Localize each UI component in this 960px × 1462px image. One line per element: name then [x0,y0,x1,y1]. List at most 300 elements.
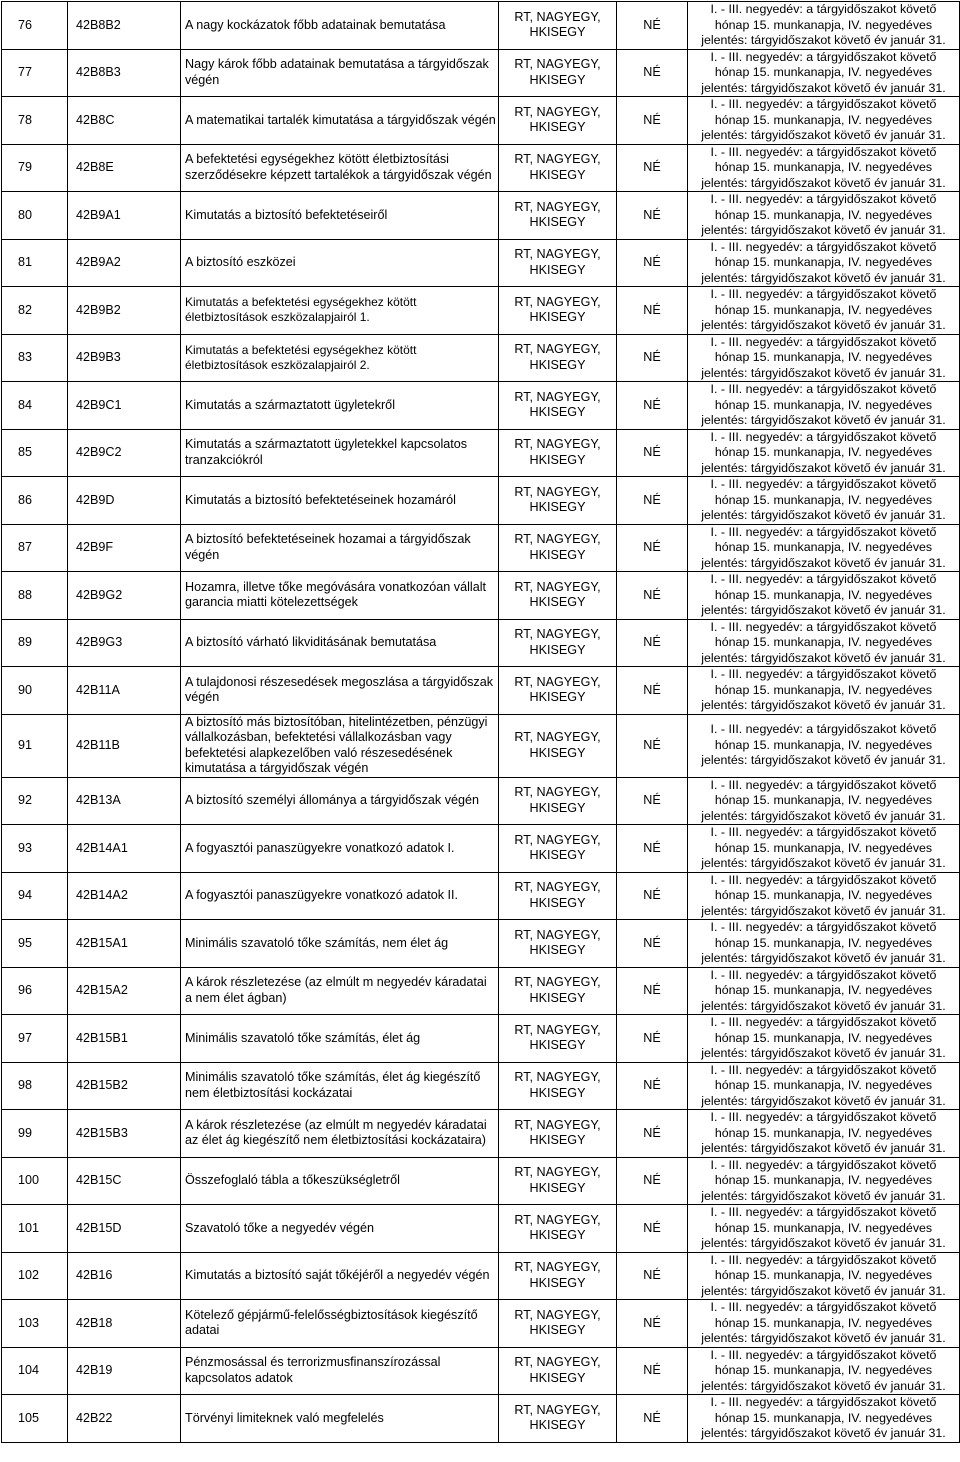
deadline-line-1: I. - III. negyedév: a tárgyidőszakot követő [710,1347,937,1362]
description-text: Kötelező gépjármű-felelősségbiztosítások kiegészítő adatai [185,1307,478,1338]
row-number: 104 [2,1347,68,1395]
deadline [688,1015,960,1063]
deadline-line-1: I. - III. negyedév: a tárgyidőszakot követő [710,920,937,934]
requirement-code: NÉ [617,144,688,192]
deadline-line-2: hónap 15. munkanapja, IV. negyedéves [714,983,933,997]
entities-line-2: HKISEGY [529,1323,586,1338]
deadline-line-2: hónap 15. munkanapja, IV. negyedéves [714,1315,933,1330]
entities-line-1: RT, NAGYEGY, [514,1022,601,1037]
row-number: 85 [2,429,68,477]
table-code: 42B9A1 [68,192,181,240]
deadline [688,1395,960,1443]
entities-line-2: HKISEGY [529,943,586,958]
entities-line-1: RT, NAGYEGY, [514,152,601,167]
table-row [2,239,960,287]
description-text: A fogyasztói panaszügyekre vonatkozó adatok I. [185,840,455,855]
deadline-line-1: I. - III. negyedév: a tárgyidőszakot követő [710,1015,937,1029]
requirement-code: NÉ [617,1062,688,1110]
deadline-line-3: jelentés: tárgyidőszakot követő év január 31. [701,753,946,768]
table-description [181,619,499,667]
table-row [2,1300,960,1348]
table-row [2,920,960,968]
description-text: Kimutatás a származtatott ügyletekkel kapcsolatos tranzakciókról [185,437,468,467]
deadline-line-1: I. - III. negyedév: a tárgyidőszakot követő [710,722,937,737]
description-text: Kimutatás a biztosító saját tőkéjéről a negyedév végén [185,1268,490,1282]
deadline-line-1: I. - III. negyedév: a tárgyidőszakot követő [710,192,937,206]
reporting-entities [499,777,617,825]
reporting-entities [499,1110,617,1158]
description-text: A biztosító eszközei [185,255,296,269]
deadline-line-1: I. - III. negyedév: a tárgyidőszakot követő [710,619,937,634]
table-code: 42B15A1 [68,920,181,968]
deadline-line-1: I. - III. negyedév: a tárgyidőszakot követő [710,572,937,586]
table-row [2,619,960,667]
description-text: A károk részletezése (az elmúlt m negyedév káradatai a nem élet ágban) [185,975,487,1005]
table-description [181,872,499,920]
requirement-code: NÉ [617,1395,688,1443]
table-row [2,1157,960,1205]
deadline-line-2: hónap 15. munkanapja, IV. negyedéves [714,350,933,364]
description-text: A tulajdonosi részesedések megoszlása a tárgyidőszak végén [185,674,494,705]
table-code: 42B15B1 [68,1015,181,1063]
entities-line-2: HKISEGY [529,215,586,230]
table-code: 42B18 [68,1300,181,1348]
description-text: Minimális szavatoló tőke számítás, élet ág kiegészítő nem életbiztosítási kockázatai [185,1070,481,1100]
deadline [688,287,960,335]
deadline-line-3: jelentés: tárgyidőszakot követő év január 31. [701,1331,946,1345]
deadline [688,667,960,715]
requirement-code: NÉ [617,2,688,50]
entities-line-1: RT, NAGYEGY, [514,1117,601,1132]
entities-line-2: HKISEGY [529,167,586,182]
deadline [688,382,960,430]
deadline-line-2: hónap 15. munkanapja, IV. negyedéves [714,793,933,807]
table-code: 42B15C [68,1157,181,1205]
table-code: 42B13A [68,777,181,825]
entities-line-1: RT, NAGYEGY, [514,1070,601,1085]
reporting-entities [499,334,617,382]
deadline-line-3: jelentés: tárgyidőszakot követő év január 31. [701,951,946,965]
deadline-line-3: jelentés: tárgyidőszakot követő év január 31. [701,1141,946,1155]
reporting-entities [499,1062,617,1110]
deadline-line-3: jelentés: tárgyidőszakot követő év január 31. [701,460,946,475]
entities-line-1: RT, NAGYEGY, [514,1260,601,1275]
table-description [181,97,499,145]
row-number: 98 [2,1062,68,1110]
reporting-entities [499,1015,617,1063]
table-description [181,192,499,240]
table-code: 42B16 [68,1252,181,1300]
requirement-code: NÉ [617,1252,688,1300]
entities-line-2: HKISEGY [529,72,586,87]
deadline-line-1: I. - III. negyedév: a tárgyidőszakot követő [710,477,937,491]
deadline-line-3: jelentés: tárgyidőszakot követő év január 31. [701,1426,946,1440]
requirement-code: NÉ [617,49,688,97]
entities-line-1: RT, NAGYEGY, [514,880,601,895]
description-text: Összefoglaló tábla a tőkeszükségletről [185,1173,400,1187]
table-row [2,2,960,50]
entities-line-2: HKISEGY [529,690,586,705]
table-code: 42B8B3 [68,49,181,97]
row-number: 88 [2,572,68,620]
requirement-code: NÉ [617,192,688,240]
row-number: 99 [2,1110,68,1158]
table-row [2,1015,960,1063]
requirement-code: NÉ [617,382,688,430]
deadline [688,825,960,873]
report-table [1,1,960,1443]
description-text: Kimutatás a befektetési egységekhez kötött életbiztosítások eszközalapjairól 1. [185,295,417,325]
table-row [2,825,960,873]
reporting-entities [499,144,617,192]
deadline [688,49,960,97]
table-description [181,239,499,287]
description-text: A matematikai tartalék kimutatása a tárgyidőszak végén [185,112,496,127]
entities-line-1: RT, NAGYEGY, [514,975,601,990]
reporting-entities [499,2,617,50]
deadline-line-1: I. - III. negyedév: a tárgyidőszakot követő [710,1110,937,1124]
table-row [2,1347,960,1395]
deadline-line-2: hónap 15. munkanapja, IV. negyedéves [714,1078,933,1092]
description-text: Pénzmosással és terrorizmusfinanszírozással kapcsolatos adatok [185,1355,441,1385]
table-row [2,477,960,525]
requirement-code: NÉ [617,429,688,477]
row-number: 90 [2,667,68,715]
row-number: 87 [2,524,68,572]
table-row [2,429,960,477]
table-code: 42B8C [68,97,181,145]
entities-line-2: HKISEGY [529,262,586,277]
deadline-line-1: I. - III. negyedév: a tárgyidőszakot követő [710,1062,937,1077]
deadline-line-1: I. - III. negyedév: a tárgyidőszakot követő [710,239,937,254]
description-text: Kimutatás a biztosító befektetéseiről [185,207,388,222]
table-row [2,572,960,620]
requirement-code: NÉ [617,97,688,145]
table-description [181,714,499,777]
deadline-line-2: hónap 15. munkanapja, IV. negyedéves [714,935,933,950]
entities-line-2: HKISEGY [529,1038,586,1053]
entities-line-1: RT, NAGYEGY, [514,437,601,452]
entities-line-2: HKISEGY [529,452,586,467]
deadline-line-3: jelentés: tárgyidőszakot követő év január 31. [701,555,946,570]
entities-line-1: RT, NAGYEGY, [514,389,601,404]
entities-line-2: HKISEGY [529,745,586,760]
description-text: A fogyasztói panaszügyekre vonatkozó adatok II. [185,888,459,902]
deadline [688,192,960,240]
requirement-code: NÉ [617,1157,688,1205]
entities-line-2: HKISEGY [529,1275,586,1290]
deadline-line-3: jelentés: tárgyidőszakot követő év január 31. [701,128,946,142]
deadline-line-1: I. - III. negyedév: a tárgyidőszakot követő [710,287,937,301]
deadline-line-2: hónap 15. munkanapja, IV. negyedéves [714,302,933,317]
deadline [688,714,960,777]
requirement-code: NÉ [617,777,688,825]
entities-line-1: RT, NAGYEGY, [514,199,601,214]
deadline [688,572,960,620]
deadline [688,1157,960,1205]
deadline-line-1: I. - III. negyedév: a tárgyidőszakot követő [710,2,937,16]
row-number: 93 [2,825,68,873]
entities-line-2: HKISEGY [529,1133,586,1148]
entities-line-2: HKISEGY [529,1180,586,1195]
reporting-entities [499,920,617,968]
description-text: Kimutatás a származtatott ügyletekről [185,397,395,412]
table-row [2,714,960,777]
deadline-line-1: I. - III. negyedév: a tárgyidőszakot követő [710,1300,937,1314]
deadline-line-2: hónap 15. munkanapja, IV. negyedéves [714,1268,933,1282]
requirement-code: NÉ [617,667,688,715]
deadline-line-2: hónap 15. munkanapja, IV. negyedéves [714,1125,933,1140]
reporting-entities [499,825,617,873]
row-number: 83 [2,334,68,382]
reporting-entities [499,49,617,97]
deadline [688,1110,960,1158]
deadline-line-3: jelentés: tárgyidőszakot követő év január 31. [701,413,946,427]
reporting-entities [499,619,617,667]
reporting-entities [499,382,617,430]
deadline [688,429,960,477]
table-code: 42B11B [68,714,181,777]
table-code: 42B8B2 [68,2,181,50]
entities-line-1: RT, NAGYEGY, [514,9,601,24]
deadline-line-3: jelentés: tárgyidőszakot követő év január 31. [701,808,946,823]
reporting-entities [499,97,617,145]
table-description [181,144,499,192]
entities-line-1: RT, NAGYEGY, [514,1402,601,1417]
row-number: 82 [2,287,68,335]
deadline-line-2: hónap 15. munkanapja, IV. negyedéves [714,1410,933,1425]
description-text: Minimális szavatoló tőke számítás, nem élet ág [185,935,449,950]
reporting-entities [499,1205,617,1253]
table-description [181,2,499,50]
row-number: 76 [2,2,68,50]
deadline-line-1: I. - III. negyedév: a tárgyidőszakot követő [710,49,937,64]
entities-line-2: HKISEGY [529,547,586,562]
entities-line-2: HKISEGY [529,405,586,420]
description-text: Kimutatás a biztosító befektetéseinek hozamáról [185,492,456,507]
deadline-line-3: jelentés: tárgyidőszakot követő év január 31. [701,270,946,285]
reporting-entities [499,477,617,525]
entities-line-1: RT, NAGYEGY, [514,674,601,689]
deadline-line-3: jelentés: tárgyidőszakot követő év január 31. [701,603,946,617]
row-number: 78 [2,97,68,145]
deadline-line-3: jelentés: tárgyidőszakot követő év január 31. [701,1188,946,1203]
requirement-code: NÉ [617,714,688,777]
deadline-line-1: I. - III. negyedév: a tárgyidőszakot követő [710,1252,937,1267]
entities-line-2: HKISEGY [529,120,586,135]
reporting-entities [499,1252,617,1300]
table-code: 42B15A2 [68,967,181,1015]
table-description [181,572,499,620]
table-row [2,192,960,240]
deadline-line-3: jelentés: tárgyidőszakot követő év január 31. [701,698,946,712]
table-description [181,382,499,430]
deadline-line-3: jelentés: tárgyidőszakot követő év január 31. [701,650,946,665]
table-row [2,382,960,430]
row-number: 80 [2,192,68,240]
deadline-line-2: hónap 15. munkanapja, IV. negyedéves [714,65,933,79]
row-number: 94 [2,872,68,920]
entities-line-2: HKISEGY [529,1228,586,1243]
description-text: A biztosító befektetéseinek hozamai a tárgyidőszak végén [185,532,471,562]
requirement-code: NÉ [617,287,688,335]
requirement-code: NÉ [617,619,688,667]
deadline [688,619,960,667]
table-description [181,49,499,97]
deadline-line-3: jelentés: tárgyidőszakot követő év január 31. [701,80,946,95]
deadline-line-1: I. - III. negyedév: a tárgyidőszakot követő [710,1395,937,1409]
entities-line-2: HKISEGY [529,357,586,372]
table-code: 42B9F [68,524,181,572]
table-row [2,667,960,715]
entities-line-1: RT, NAGYEGY, [514,927,601,942]
reporting-entities [499,1395,617,1443]
reporting-entities [499,287,617,335]
deadline [688,777,960,825]
entities-line-1: RT, NAGYEGY, [514,294,601,309]
requirement-code: NÉ [617,1110,688,1158]
reporting-entities [499,872,617,920]
table-code: 42B9G3 [68,619,181,667]
description-text: A biztosító várható likviditásának bemutatása [185,635,437,649]
row-number: 105 [2,1395,68,1443]
reporting-entities [499,1300,617,1348]
deadline-line-3: jelentés: tárgyidőszakot követő év január 31. [701,1378,946,1393]
table-description [181,667,499,715]
table-description [181,920,499,968]
table-description [181,1062,499,1110]
table-description [181,1205,499,1253]
table-description [181,429,499,477]
description-text: Nagy károk főbb adatainak bemutatása a tárgyidőszak végén [185,57,489,87]
table-code: 42B9C2 [68,429,181,477]
deadline [688,477,960,525]
entities-line-1: RT, NAGYEGY, [514,247,601,262]
reporting-entities [499,1157,617,1205]
row-number: 81 [2,239,68,287]
deadline-line-3: jelentés: tárgyidőszakot követő év január 31. [701,903,946,918]
table-row [2,97,960,145]
requirement-code: NÉ [617,1205,688,1253]
deadline-line-1: I. - III. negyedév: a tárgyidőszakot követő [710,144,937,159]
deadline-line-3: jelentés: tárgyidőszakot követő év január 31. [701,1046,946,1060]
requirement-code: NÉ [617,572,688,620]
entities-line-2: HKISEGY [529,1370,586,1385]
deadline-line-1: I. - III. negyedév: a tárgyidőszakot követő [710,382,937,396]
reporting-entities [499,524,617,572]
deadline-line-2: hónap 15. munkanapja, IV. negyedéves [714,112,933,127]
table-code: 42B9A2 [68,239,181,287]
deadline [688,872,960,920]
entities-line-1: RT, NAGYEGY, [514,1307,601,1322]
row-number: 96 [2,967,68,1015]
deadline-line-1: I. - III. negyedév: a tárgyidőszakot követő [710,524,937,539]
requirement-code: NÉ [617,477,688,525]
requirement-code: NÉ [617,1015,688,1063]
reporting-entities [499,192,617,240]
deadline-line-2: hónap 15. munkanapja, IV. negyedéves [714,840,933,855]
deadline-line-2: hónap 15. munkanapja, IV. negyedéves [714,207,933,222]
table-row [2,287,960,335]
deadline [688,1347,960,1395]
table-description [181,1252,499,1300]
table-description [181,967,499,1015]
requirement-code: NÉ [617,334,688,382]
entities-line-2: HKISEGY [529,25,586,40]
table-code: 42B9C1 [68,382,181,430]
deadline-line-3: jelentés: tárgyidőszakot követő év január 31. [701,1236,946,1250]
requirement-code: NÉ [617,920,688,968]
row-number: 103 [2,1300,68,1348]
deadline-line-1: I. - III. negyedév: a tárgyidőszakot követő [710,1157,937,1172]
row-number: 79 [2,144,68,192]
deadline [688,2,960,50]
table-description [181,1157,499,1205]
table-row [2,1252,960,1300]
deadline [688,144,960,192]
deadline-line-3: jelentés: tárgyidőszakot követő év január 31. [701,1283,946,1298]
table-description [181,1395,499,1443]
deadline-line-2: hónap 15. munkanapja, IV. negyedéves [714,635,933,649]
deadline [688,1300,960,1348]
entities-line-2: HKISEGY [529,848,586,863]
deadline-line-1: I. - III. negyedév: a tárgyidőszakot követő [710,967,937,982]
table-code: 42B8E [68,144,181,192]
deadline-line-1: I. - III. negyedév: a tárgyidőszakot követő [710,667,937,681]
deadline-line-3: jelentés: tárgyidőszakot követő év január 31. [701,508,946,522]
reporting-entities [499,429,617,477]
deadline [688,239,960,287]
reporting-entities [499,967,617,1015]
deadline-line-3: jelentés: tárgyidőszakot követő év január 31. [701,175,946,190]
deadline-line-3: jelentés: tárgyidőszakot követő év január 31. [701,1093,946,1108]
description-text: A befektetési egységekhez kötött életbiztosítási szerződésekre képzett tartalékok a tárgyidőszak végén [185,152,492,182]
deadline-line-3: jelentés: tárgyidőszakot követő év január 31. [701,223,946,237]
deadline-line-2: hónap 15. munkanapja, IV. negyedéves [714,17,933,32]
table-row [2,1062,960,1110]
table-code: 42B9G2 [68,572,181,620]
requirement-code: NÉ [617,1347,688,1395]
table-row [2,49,960,97]
row-number: 92 [2,777,68,825]
deadline-line-1: I. - III. negyedév: a tárgyidőszakot követő [710,825,937,839]
entities-line-1: RT, NAGYEGY, [514,579,601,594]
requirement-code: NÉ [617,1300,688,1348]
entities-line-2: HKISEGY [529,595,586,610]
description-text: Hozamra, illetve tőke megóvására vonatkozóan vállalt garancia miatti kötelezettségek [185,579,487,610]
table-description [181,777,499,825]
deadline-line-2: hónap 15. munkanapja, IV. negyedéves [714,492,933,507]
table-row [2,872,960,920]
reporting-entities [499,667,617,715]
table-code: 42B14A2 [68,872,181,920]
table-code: 42B15B2 [68,1062,181,1110]
entities-line-2: HKISEGY [529,895,586,910]
row-number: 101 [2,1205,68,1253]
table-code: 42B15B3 [68,1110,181,1158]
reporting-entities [499,1347,617,1395]
description-text: Szavatoló tőke a negyedév végén [185,1220,375,1235]
row-number: 97 [2,1015,68,1063]
deadline-line-1: I. - III. negyedév: a tárgyidőszakot követő [710,334,937,349]
entities-line-1: RT, NAGYEGY, [514,730,601,744]
deadline-line-2: hónap 15. munkanapja, IV. negyedéves [714,682,933,697]
deadline [688,1252,960,1300]
entities-line-2: HKISEGY [529,642,586,657]
deadline-line-2: hónap 15. munkanapja, IV. negyedéves [714,1363,933,1377]
deadline-line-1: I. - III. negyedév: a tárgyidőszakot követő [710,429,937,444]
entities-line-1: RT, NAGYEGY, [514,832,601,847]
